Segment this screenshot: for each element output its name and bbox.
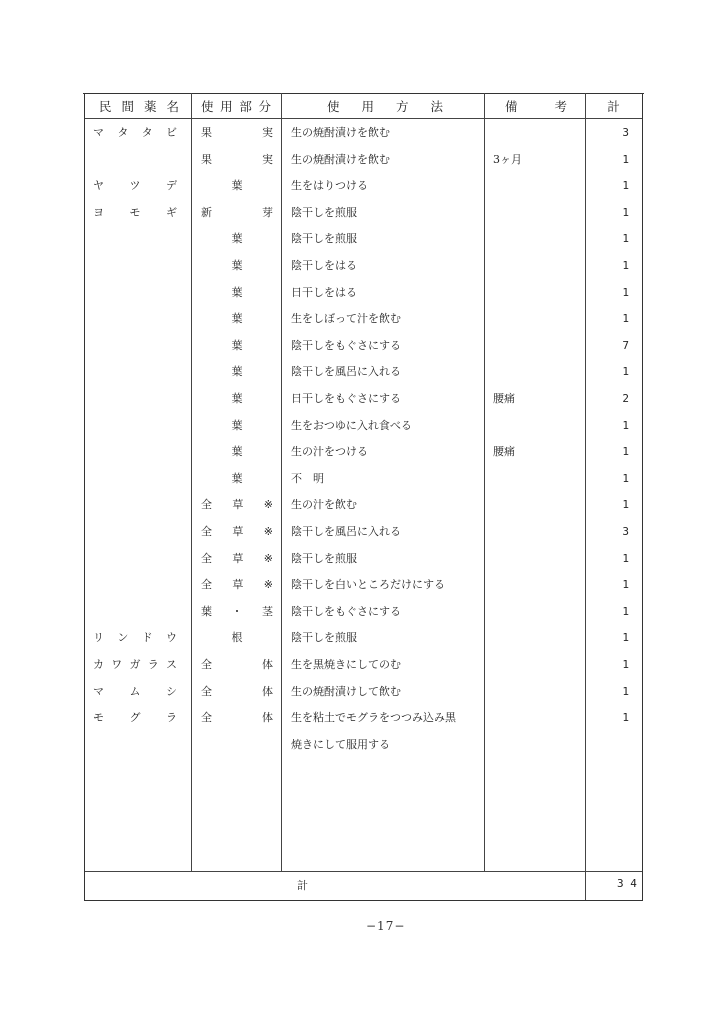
row-count: 1: [622, 152, 629, 166]
header-used-part: [201, 93, 271, 118]
row-usage-method: 陰干しを煎服: [291, 232, 357, 246]
header-note: [505, 93, 567, 118]
row-note: 腰痛: [493, 392, 515, 405]
header-char: 用: [220, 98, 233, 114]
row-count: 1: [622, 631, 629, 645]
row-medicine-name: [93, 284, 177, 302]
row-usage-method: 陰干しを煎服: [291, 631, 357, 645]
row-used-part: 葉 ・ 茎: [201, 604, 273, 618]
header-char: 考: [554, 98, 567, 114]
row-count: 2: [622, 392, 629, 405]
col-divider-1: [191, 93, 192, 871]
medicine-usage-table: [84, 93, 643, 901]
row-usage-method: 不 明: [291, 471, 324, 485]
row-medicine-name: [93, 151, 177, 169]
total-value: 3 4: [617, 877, 637, 890]
row-medicine-name: [93, 417, 177, 435]
header-char: 使: [201, 98, 214, 114]
row-usage-method: 生の汁を飲む: [291, 498, 357, 512]
row-medicine-name: [93, 496, 177, 514]
row-used-part: 葉: [231, 418, 243, 432]
header-char: 部: [239, 98, 252, 114]
row-usage-method: 陰干しを煎服: [291, 205, 357, 219]
row-count: 1: [622, 285, 629, 299]
row-usage-method: 生をしぼって汁を飲む: [291, 312, 401, 326]
col-divider-3: [484, 93, 485, 871]
row-medicine-name: [93, 390, 177, 408]
row-used-part: 葉: [231, 365, 243, 379]
row-usage-method: 陰干しを煎服: [291, 551, 357, 565]
row-count: 3: [622, 525, 629, 538]
row-used-part: 全 草 ※: [201, 578, 273, 592]
header-char: 法: [430, 98, 443, 114]
row-count: 1: [622, 259, 629, 272]
row-medicine-name: [93, 337, 177, 355]
row-usage-method: 陰干しをはる: [291, 259, 357, 272]
row-medicine-name: ヨ モ ギ: [93, 205, 177, 219]
row-note: 腰痛: [493, 445, 515, 459]
row-medicine-name: カ ワ ガ ラ ス: [93, 658, 177, 671]
row-medicine-name: マ タ タ ビ: [93, 126, 177, 139]
col-divider-2: [281, 93, 282, 871]
header-char: 民: [99, 98, 112, 114]
row-used-part: 全 体: [201, 684, 273, 698]
row-medicine-name: [93, 363, 177, 381]
row-medicine-name: [93, 257, 177, 275]
row-count: 1: [622, 578, 629, 592]
row-used-part: [201, 736, 273, 754]
row-medicine-name: [93, 310, 177, 328]
row-count: 1: [622, 551, 629, 565]
total-label: 計: [297, 879, 308, 892]
row-usage-method: 生を黒焼きにしてのむ: [291, 658, 401, 671]
row-medicine-name: [93, 550, 177, 568]
row-medicine-name: モ グ ラ: [93, 711, 177, 725]
row-used-part: 葉: [231, 259, 243, 272]
row-medicine-name: リ ン ド ウ: [93, 631, 177, 645]
header-char: 間: [121, 98, 134, 114]
row-usage-method: 陰干しをもぐさにする: [291, 338, 401, 352]
row-usage-method: 陰干しを白いところだけにする: [291, 578, 445, 592]
row-medicine-name: [93, 443, 177, 461]
row-medicine-name: [93, 603, 177, 621]
header-char: 備: [505, 98, 518, 114]
row-medicine-name: マ ム シ: [93, 684, 177, 698]
row-count: 1: [622, 365, 629, 379]
row-count: 1: [622, 312, 629, 326]
row-used-part: 葉: [231, 179, 243, 193]
row-used-part: 葉: [231, 285, 243, 299]
row-usage-method: 生をはりつける: [291, 179, 368, 193]
row-medicine-name: [93, 230, 177, 248]
row-usage-method: 陰干しを風呂に入れる: [291, 525, 401, 538]
row-used-part: 全 体: [201, 658, 273, 671]
row-used-part: 全 草 ※: [201, 525, 273, 538]
header-medicine-name: [99, 93, 179, 118]
row-medicine-name: [93, 470, 177, 488]
row-usage-method: 焼きにして服用する: [291, 737, 390, 751]
header-usage-method: [327, 93, 443, 118]
row-usage-method: 生を粘土でモグラをつつみ込み黒: [291, 711, 456, 725]
header-char: 薬: [143, 98, 157, 114]
row-used-part: 全 草 ※: [201, 551, 273, 565]
row-used-part: 葉: [231, 312, 243, 326]
row-count: 1: [622, 179, 629, 193]
header-char: 計: [607, 98, 620, 114]
page-number: −17−: [366, 919, 406, 933]
header-char: 分: [258, 98, 271, 114]
row-usage-method: 日干しをもぐさにする: [291, 392, 401, 405]
row-used-part: 根: [231, 631, 243, 645]
row-note: 3ヶ月: [493, 152, 522, 166]
row-used-part: 全 草 ※: [201, 498, 273, 512]
header-count: [585, 93, 642, 118]
row-count: 1: [622, 232, 629, 246]
row-usage-method: 日干しをはる: [291, 285, 357, 299]
row-usage-method: 陰干しを風呂に入れる: [291, 365, 401, 379]
row-used-part: 葉: [231, 338, 243, 352]
row-count: 1: [622, 604, 629, 618]
row-used-part: 新 芽: [201, 205, 273, 219]
header-char: 使: [327, 98, 340, 114]
row-used-part: 全 体: [201, 711, 273, 725]
row-used-part: 葉: [231, 232, 243, 246]
row-count: 1: [622, 471, 629, 485]
row-usage-method: 生をおつゆに入れ食べる: [291, 418, 412, 432]
row-count: 3: [622, 126, 629, 139]
row-count: 1: [622, 498, 629, 512]
row-usage-method: 生の焼酎漬けを飲む: [291, 152, 390, 166]
col-divider-4: [585, 93, 586, 900]
row-used-part: 果 実: [201, 152, 273, 166]
header-char: 方: [395, 98, 409, 114]
row-medicine-name: [93, 523, 177, 541]
row-used-part: 葉: [231, 471, 243, 485]
row-count: 1: [622, 205, 629, 219]
row-usage-method: 生の汁をつける: [291, 445, 368, 459]
row-medicine-name: [93, 736, 177, 754]
row-count: 1: [622, 684, 629, 698]
row-medicine-name: ヤ ツ デ: [93, 179, 177, 193]
row-count: 1: [622, 711, 629, 725]
header-char: 名: [166, 98, 179, 114]
row-count: 1: [622, 445, 629, 459]
row-usage-method: 陰干しをもぐさにする: [291, 604, 401, 618]
row-count: [599, 736, 629, 754]
row-count: 7: [622, 338, 629, 352]
row-used-part: 葉: [231, 392, 243, 405]
row-used-part: 葉: [231, 445, 243, 459]
total-separator: [85, 871, 642, 872]
row-count: 1: [622, 658, 629, 671]
row-used-part: 果 実: [201, 126, 273, 139]
row-medicine-name: [93, 576, 177, 594]
row-usage-method: 生の焼酎漬けを飲む: [291, 126, 390, 139]
row-count: 1: [622, 418, 629, 432]
row-usage-method: 生の焼酎漬けして飲む: [291, 684, 401, 698]
header-char: 用: [361, 98, 374, 114]
header-separator: [85, 118, 642, 119]
